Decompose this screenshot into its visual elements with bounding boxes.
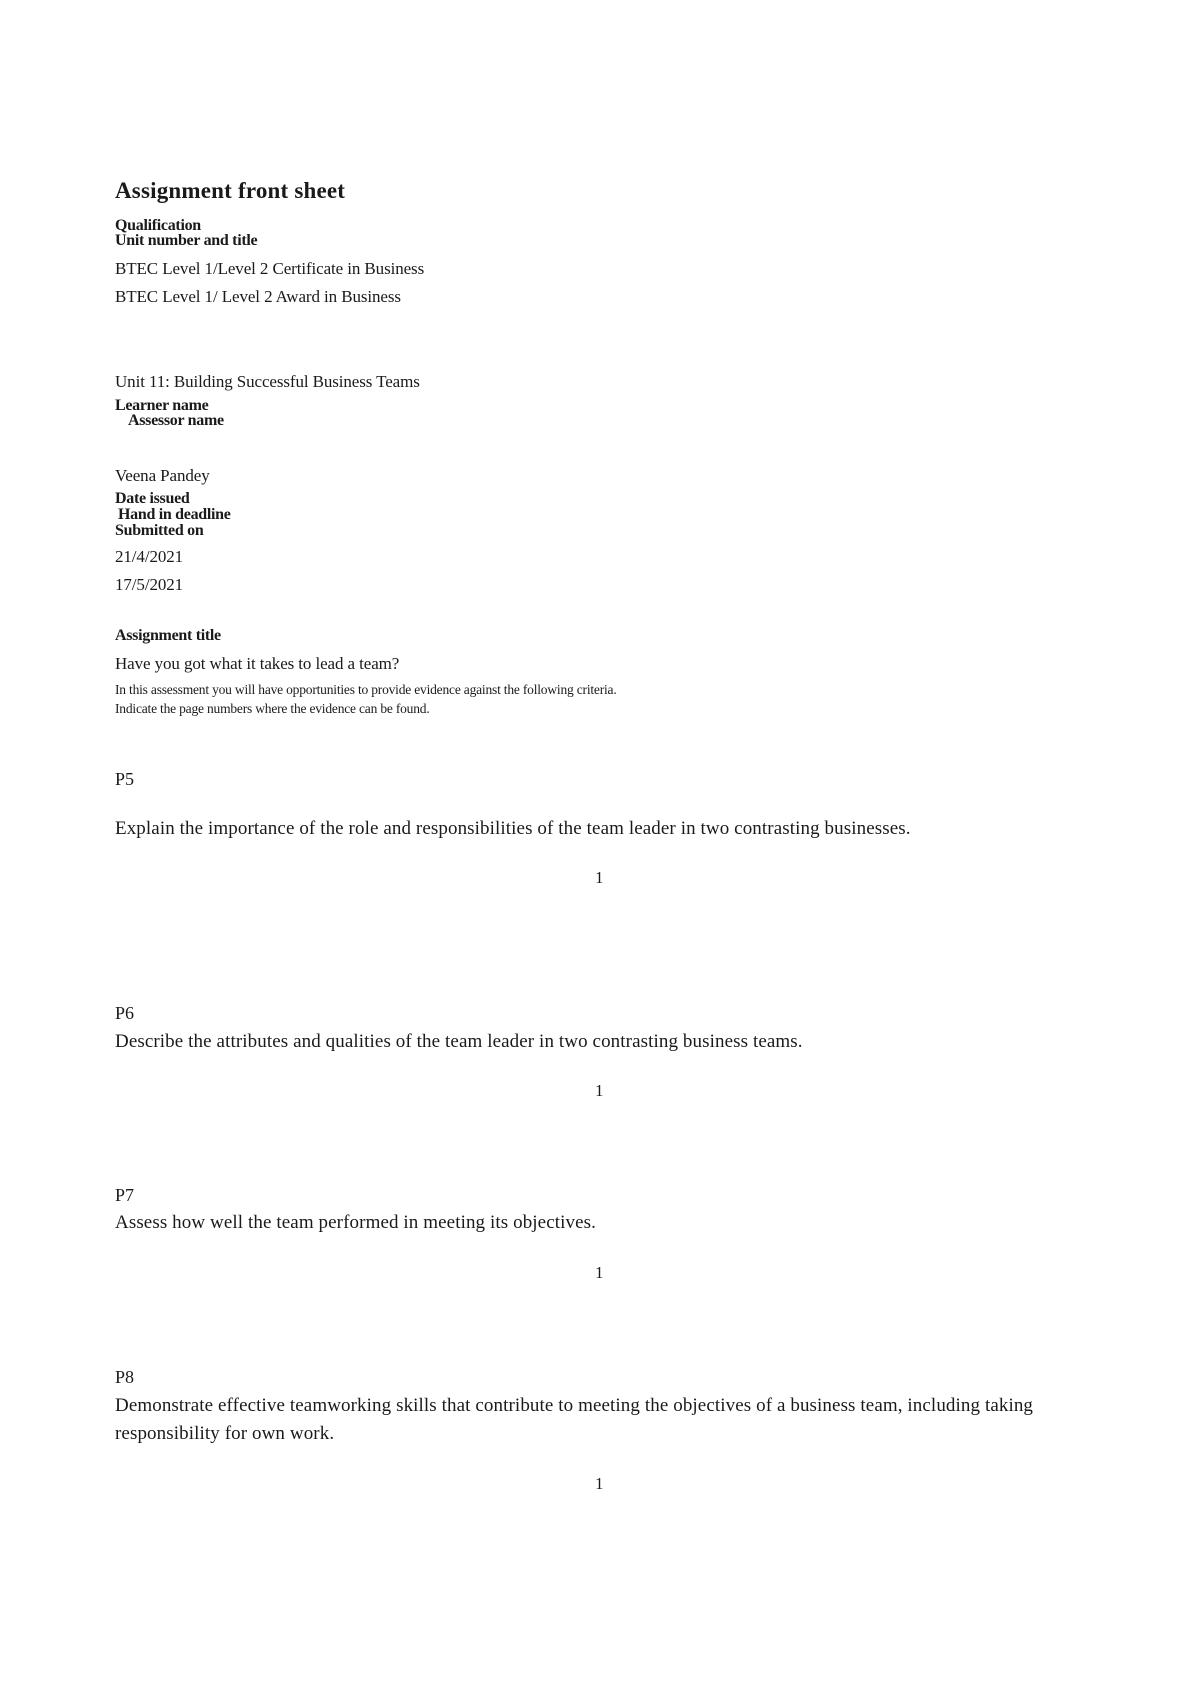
evidence-page-number: 1	[595, 1081, 604, 1100]
evidence-page-number: 1	[595, 1474, 604, 1493]
learner-name-label: Learner name	[115, 397, 209, 414]
criterion-text: Explain the importance of the role and responsibilities of the team leader in two contrasting businesses.	[115, 818, 911, 839]
evidence-page-number: 1	[595, 1263, 604, 1282]
evidence-page-number: 1	[595, 868, 604, 887]
date-issued-label: Date issued	[115, 490, 190, 507]
qualification-value-1: BTEC Level 1/Level 2 Certificate in Business	[115, 259, 425, 278]
hand-in-deadline-label: Hand in deadline	[118, 506, 231, 523]
criterion-text: Demonstrate effective teamworking skills that contribute to meeting the objectives of a business team, including taking responsibility for own work.	[115, 1395, 1034, 1444]
assessor-name-value: Veena Pandey	[115, 466, 210, 485]
criterion-id: P7	[115, 1185, 135, 1205]
assessor-name-label: Assessor name	[128, 412, 224, 429]
qualification-value-2: BTEC Level 1/ Level 2 Award in Business	[115, 287, 401, 306]
date-issued-value: 21/4/2021	[115, 547, 184, 566]
instructions-line-2: Indicate the page numbers where the evidence can be found.	[115, 701, 430, 716]
criterion-id: P5	[115, 769, 135, 789]
submitted-on-label: Submitted on	[115, 522, 204, 539]
unit-value: Unit 11: Building Successful Business Teams	[115, 372, 420, 391]
qualification-label: Qualification	[115, 217, 201, 234]
criterion-id: P6	[115, 1003, 135, 1023]
assignment-title-value: Have you got what it takes to lead a team?	[115, 654, 400, 673]
assignment-title-label: Assignment title	[115, 627, 221, 644]
criterion-id: P8	[115, 1367, 135, 1387]
criterion-text: Assess how well the team performed in meeting its objectives.	[115, 1212, 596, 1233]
criterion-text: Describe the attributes and qualities of the team leader in two contrasting business teams.	[115, 1031, 803, 1052]
page-title: Assignment front sheet	[115, 178, 346, 203]
unit-label: Unit number and title	[115, 232, 258, 249]
hand-in-deadline-value: 17/5/2021	[115, 575, 184, 594]
instructions-line-1: In this assessment you will have opportunities to provide evidence against the following criteria.	[115, 682, 617, 697]
